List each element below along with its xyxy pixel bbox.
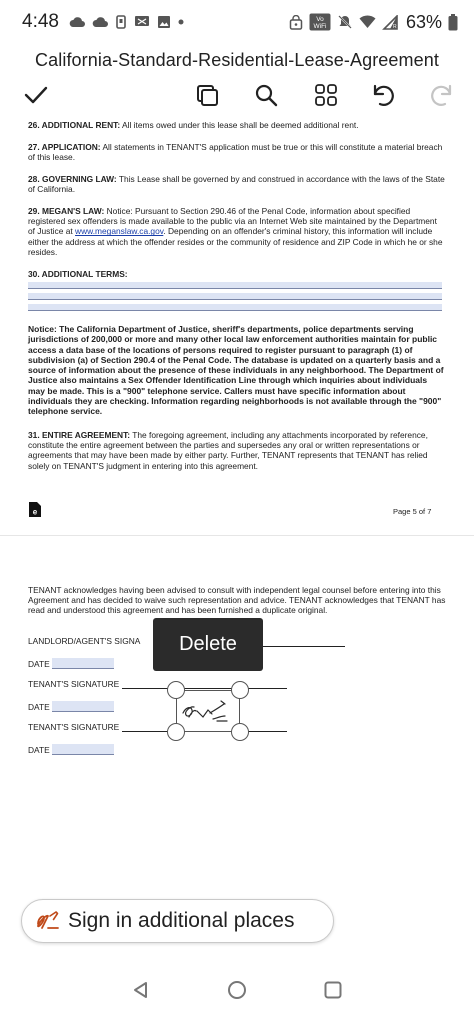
document-title: California-Standard-Residential-Lease-Agreement bbox=[35, 50, 439, 70]
date-label: DATE bbox=[28, 745, 50, 755]
svg-text:e: e bbox=[32, 507, 38, 517]
clause-29-text-b: . Depending on an offender's criminal history, this information will include either the address at which the offender resides or the community of residence and ZIP Code in which he or she resides. bbox=[28, 226, 443, 257]
resize-handle[interactable] bbox=[167, 723, 185, 741]
clause-31 bbox=[28, 430, 446, 471]
battery-percent: 63% bbox=[405, 11, 442, 32]
screen-mirror-icon bbox=[134, 15, 150, 29]
clause-30-heading: 30. ADDITIONAL TERMS: bbox=[28, 269, 128, 279]
thumbnails-button[interactable] bbox=[309, 78, 343, 112]
clause-28 bbox=[28, 174, 446, 194]
clause-29 bbox=[28, 206, 446, 257]
lock-bag-icon bbox=[289, 15, 303, 30]
landlord-signature-row bbox=[28, 636, 140, 646]
copy-icon bbox=[195, 83, 219, 107]
cloud-icon bbox=[92, 16, 108, 28]
landlord-signature-label: LANDLORD/AGENT'S SIGNA bbox=[28, 636, 141, 646]
clause-28-heading: 28. GOVERNING LAW: bbox=[28, 174, 117, 184]
signature-drawing bbox=[177, 691, 239, 731]
clause-26-heading: 26. ADDITIONAL RENT: bbox=[28, 120, 121, 130]
system-icons bbox=[289, 12, 458, 33]
signature-selection-box[interactable] bbox=[176, 690, 240, 732]
date-field[interactable] bbox=[52, 658, 114, 669]
sign-additional-places-label: Sign in additional places bbox=[68, 909, 295, 932]
search-icon bbox=[254, 83, 278, 107]
clause-29-text-a: Notice: Pursuant to Section 290.46 of the Penal Code, information about specified registered sex offenders is made available to the public via an Internet Web site maintained by the Department of Justice at bbox=[28, 206, 437, 237]
signal-icon bbox=[382, 15, 398, 30]
vowifi-icon bbox=[309, 13, 331, 31]
resize-handle[interactable] bbox=[231, 723, 249, 741]
back-button[interactable] bbox=[129, 978, 153, 1002]
date-row bbox=[28, 744, 114, 755]
clause-31-heading: 31. ENTIRE AGREEMENT: bbox=[28, 430, 131, 440]
signature-pen-icon bbox=[34, 910, 60, 932]
delete-button[interactable]: Delete bbox=[153, 618, 263, 671]
recents-square-icon bbox=[323, 980, 343, 1000]
copy-button[interactable] bbox=[190, 78, 224, 112]
redo-icon bbox=[428, 83, 454, 107]
acknowledgement-paragraph: TENANT acknowledges having been advised to consult with independent legal counsel before entering into this Agreement and has decided to waive such representation and advice. TENANT acknowledges that TENANT has read and understood this agreement and has been furnished a duplicate original. bbox=[28, 585, 446, 616]
undo-button[interactable] bbox=[367, 78, 401, 112]
resize-handle[interactable] bbox=[167, 681, 185, 699]
vowifi-top-text: Vo bbox=[316, 16, 324, 23]
tenant-signature-label: TENANT'S SIGNATURE bbox=[28, 679, 120, 689]
status-bar bbox=[0, 0, 474, 44]
checkmark-icon bbox=[24, 85, 48, 105]
tenant-signature-line[interactable] bbox=[122, 680, 287, 689]
system-nav-bar bbox=[0, 968, 474, 1012]
additional-terms-field[interactable] bbox=[28, 282, 442, 289]
clause-28-text: This Lease shall be governed by and construed in accordance with the laws of the State of California. bbox=[28, 174, 445, 195]
wifi-icon bbox=[359, 15, 376, 29]
undo-icon bbox=[371, 83, 397, 107]
clause-31-text: The foregoing agreement, including any attachments incorporated by reference, constitute the entire agreement between the parties and supersedes any oral or written representations or agreements that may have been made by either party. Further, TENANT represents that TENANT has relied solely on TENANT'S judgment in entering into this agreement. bbox=[28, 430, 428, 471]
mute-bell-icon bbox=[337, 14, 353, 30]
date-field[interactable] bbox=[52, 744, 114, 755]
status-time: 4:48 bbox=[22, 11, 59, 32]
clause-27 bbox=[28, 142, 446, 162]
svg-text:R: R bbox=[392, 23, 397, 30]
toolbar bbox=[0, 78, 474, 112]
date-row bbox=[28, 701, 114, 712]
vowifi-bottom-text: WiFi bbox=[313, 23, 327, 30]
date-row bbox=[28, 658, 114, 669]
page-number: Page 5 of 7 bbox=[393, 507, 432, 516]
tenant-signature-label: TENANT'S SIGNATURE bbox=[28, 722, 120, 732]
phone-icon bbox=[115, 15, 127, 29]
clause-27-text: All statements in TENANT'S application must be true or this will constitute a material breach of this lease. bbox=[28, 142, 443, 163]
search-button[interactable] bbox=[249, 78, 283, 112]
grid-icon bbox=[315, 84, 337, 106]
recents-button[interactable] bbox=[321, 978, 345, 1002]
additional-terms-field[interactable] bbox=[28, 304, 442, 311]
clause-26-text: All items owed under this lease shall be deemed additional rent. bbox=[122, 120, 359, 130]
clause-26 bbox=[28, 120, 446, 130]
meganslaw-link[interactable]: www.meganslaw.ca.gov bbox=[75, 226, 164, 237]
resize-handle[interactable] bbox=[231, 681, 249, 699]
image-icon bbox=[157, 15, 171, 29]
redo-button[interactable] bbox=[424, 78, 458, 112]
date-label: DATE bbox=[28, 702, 50, 712]
dot-icon bbox=[178, 19, 184, 25]
cloud-icon bbox=[69, 16, 85, 28]
additional-terms-field[interactable] bbox=[28, 293, 442, 300]
home-button[interactable] bbox=[225, 978, 249, 1002]
page-divider bbox=[0, 535, 474, 536]
done-button[interactable] bbox=[19, 78, 53, 112]
notification-icons bbox=[69, 15, 184, 29]
doj-notice: Notice: The California Department of Justice, sheriff's departments, police departments serving jurisdictions of 200,000 or more and many other local law enforcement authorities maintain for public access a data base of the locations of persons required to register pursuant to paragraph (1) of subdivision (a) of Section 290.4 of the Penal Code. The database is updated on a quarterly basis and a source of information about the presence of these individuals in any neighborhood. The Department of Justice also maintains a Sex Offender Identification Line through which inquiries about individuals may be made. This is a "900" telephone service. Callers must have specific information about individuals they are checking. Information regarding neighborhoods is not available through the "900" telephone service. bbox=[28, 324, 444, 417]
landlord-signature-line[interactable] bbox=[263, 646, 345, 647]
home-circle-icon bbox=[226, 979, 248, 1001]
date-label: DATE bbox=[28, 659, 50, 669]
document-app-icon bbox=[29, 502, 41, 517]
clause-30 bbox=[28, 269, 446, 279]
sign-additional-places-button[interactable] bbox=[21, 899, 334, 943]
date-field[interactable] bbox=[52, 701, 114, 712]
back-triangle-icon bbox=[131, 980, 151, 1000]
clause-27-heading: 27. APPLICATION: bbox=[28, 142, 101, 152]
clause-29-heading: 29. MEGAN'S LAW: bbox=[28, 206, 105, 216]
battery-icon bbox=[448, 14, 458, 31]
